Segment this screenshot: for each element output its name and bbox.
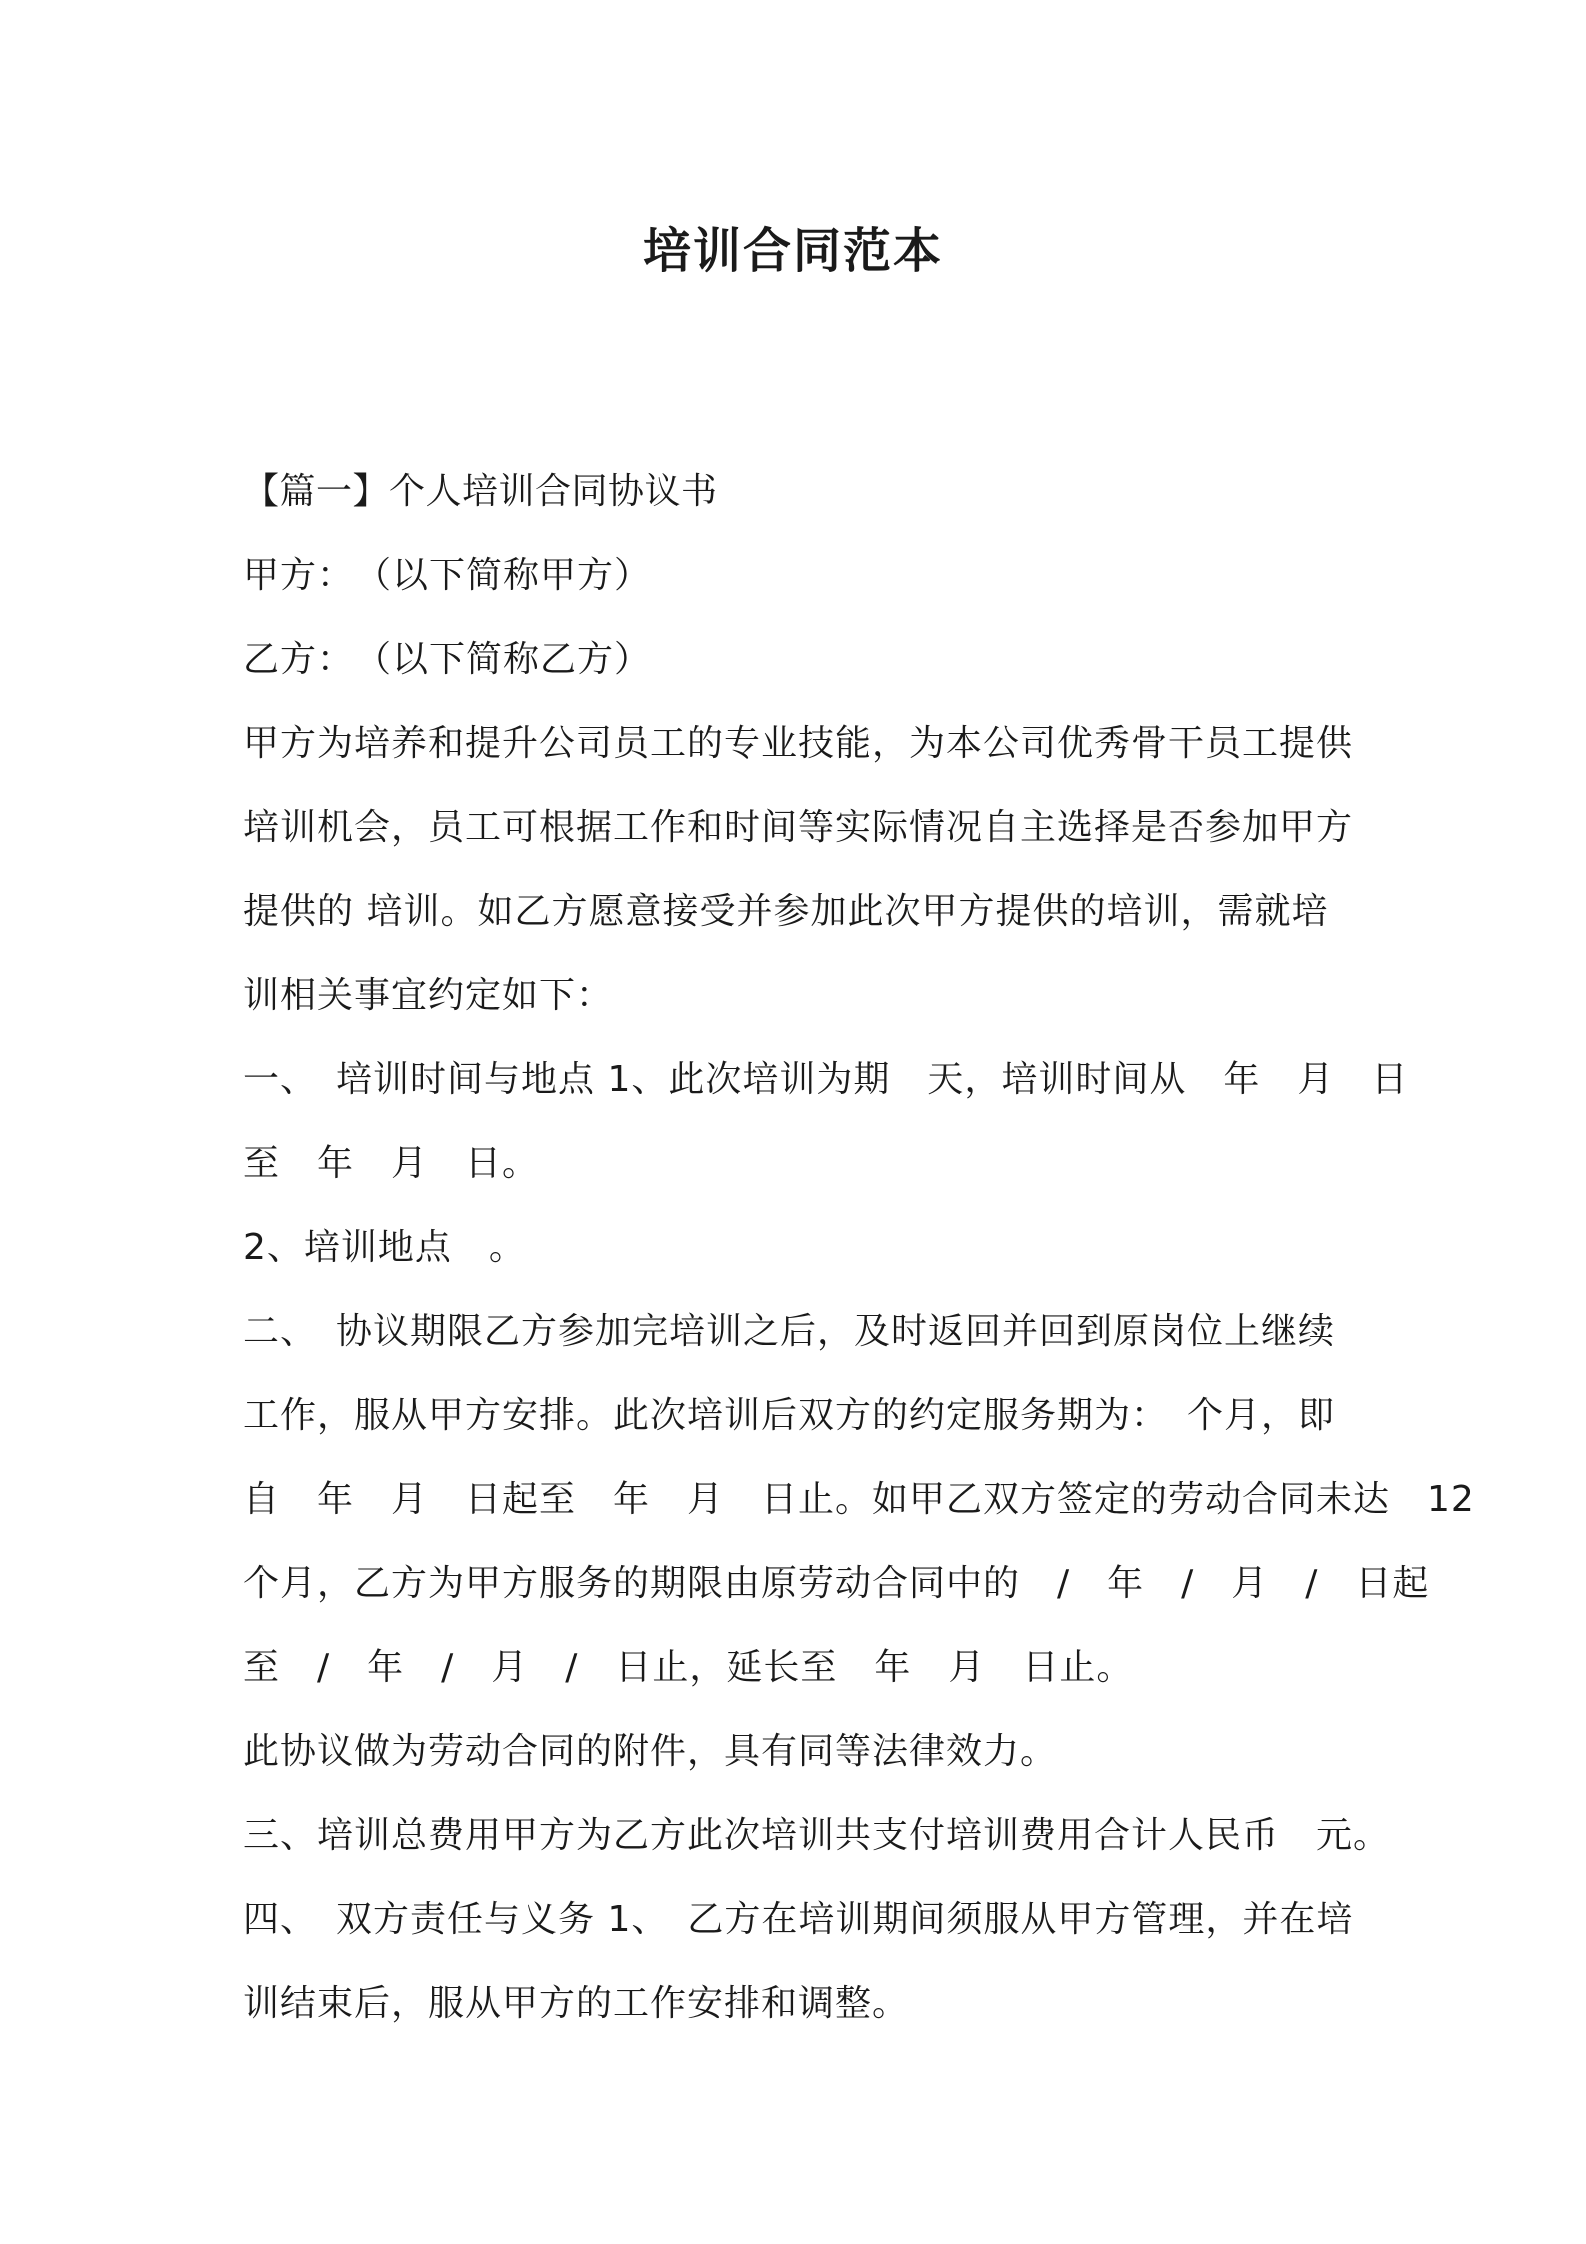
clause-line: 此协议做为劳动合同的附件，具有同等法律效力。 [243,1731,1058,1772]
clause-line: 至 年 月 日。 [243,1143,540,1184]
clause-line: 个月，乙方为甲方服务的期限由原劳动合同中的 / 年 / 月 / 日起 [243,1563,1430,1604]
clause-line: 2、培训地点 。 [243,1227,526,1268]
clause-line: 二、 协议期限乙方参加完培训之后，及时返回并回到原岗位上继续 [243,1311,1336,1352]
clause-line: 训结束后，服从甲方的工作安排和调整。 [243,1983,910,2024]
document-title: 培训合同范本 [642,223,943,279]
clause-line: 四、 双方责任与义务 1、 乙方在培训期间须服从甲方管理，并在培 [243,1899,1354,1940]
paragraph-line: 提供的 培训。如乙方愿意接受并参加此次甲方提供的培训，需就培 [243,891,1329,932]
paragraph-line: 甲方为培养和提升公司员工的专业技能，为本公司优秀骨干员工提供 [243,723,1354,764]
clause-line: 一、 培训时间与地点 1、此次培训为期 天，培训时间从 年 月 日 [243,1059,1409,1100]
clause-line: 自 年 月 日起至 年 月 日止。如甲乙双方签定的劳动合同未达 12 [243,1479,1475,1520]
party-b-line: 乙方： （以下简称乙方） [243,639,652,680]
paragraph-line: 训相关事宜约定如下： [243,975,614,1016]
clause-line: 至 / 年 / 月 / 日止，延长至 年 月 日止。 [243,1647,1134,1688]
section-heading: 【篇一】个人培训合同协议书 [243,471,718,512]
clause-line: 三、培训总费用甲方为乙方此次培训共支付培训费用合计人民币 元。 [243,1815,1391,1856]
document-body [243,450,1475,2046]
party-a-line: 甲方： （以下简称甲方） [243,555,652,596]
paragraph-line: 培训机会，员工可根据工作和时间等实际情况自主选择是否参加甲方 [243,807,1354,848]
clause-line: 工作，服从甲方安排。此次培训后双方的约定服务期为： 个月，即 [243,1395,1336,1436]
